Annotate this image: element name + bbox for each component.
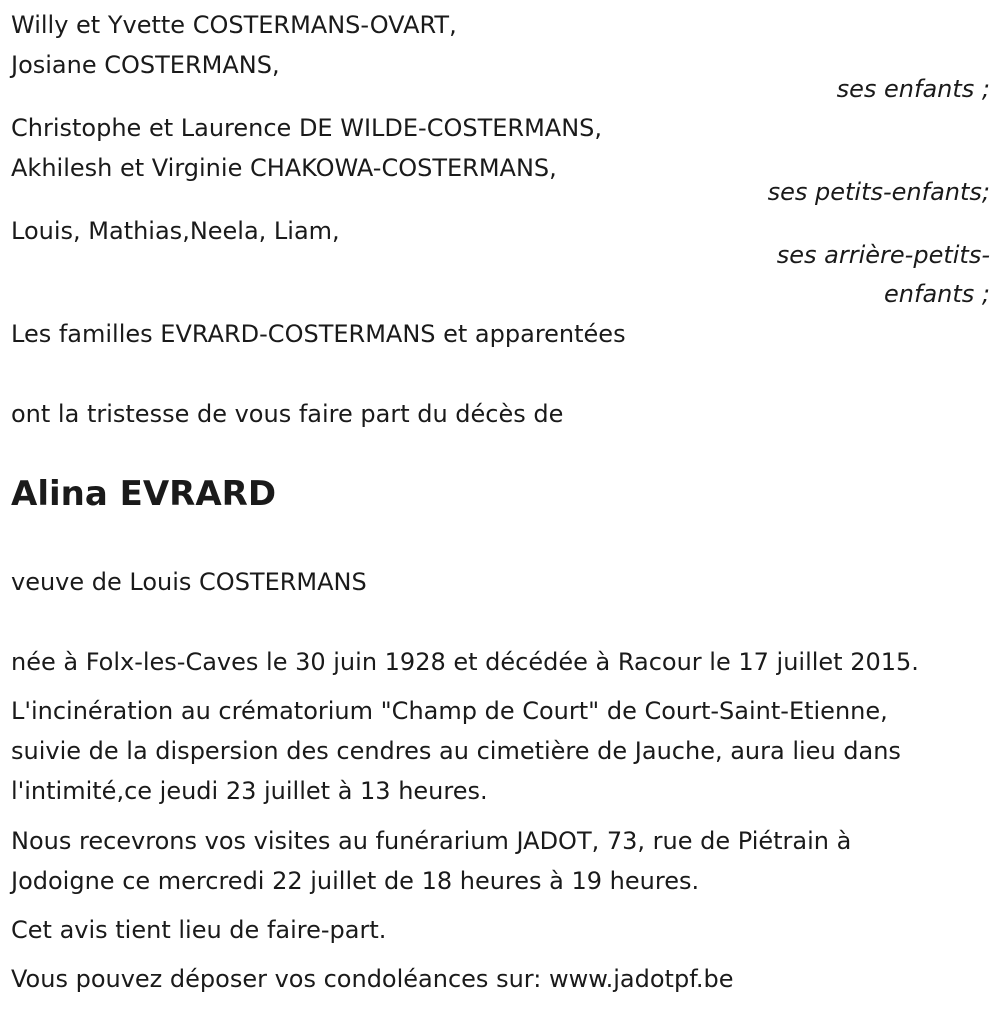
ceremony-line-2: suivie de la dispersion des cendres au cimetière de Jauche, aura lieu dans [11,737,901,765]
grandchildren-role: ses petits-enfants; [767,178,990,206]
visits-line-2: Jodoigne ce mercredi 22 juillet de 18 heures à 19 heures. [11,867,700,895]
deceased-name: Alina EVRARD [11,474,277,514]
birth-death-line: née à Folx-les-Caves le 30 juin 1928 et décédée à Racour le 17 juillet 2015. [11,648,919,676]
great-grandchildren-role-1: ses arrière-petits- [776,241,990,269]
grandchildren-line-2: Akhilesh et Virginie CHAKOWA-COSTERMANS, [11,154,557,182]
grandchildren-line-1: Christophe et Laurence DE WILDE-COSTERMANS, [11,114,603,142]
great-grandchildren-role-2: enfants ; [884,280,990,308]
great-grandchildren-line: Louis, Mathias,Neela, Liam, [11,217,340,245]
children-role: ses enfants ; [836,75,990,103]
families-line: Les familles EVRARD-COSTERMANS et apparentées [11,320,626,348]
visits-line-1: Nous recevrons vos visites au funérarium JADOT, 73, rue de Piétrain à [11,827,852,855]
condolences-line: Vous pouvez déposer vos condoléances sur: www.jadotpf.be [11,965,734,993]
children-line-2: Josiane COSTERMANS, [11,51,280,79]
ceremony-line-1: L'incinération au crématorium "Champ de Court" de Court-Saint-Etienne, [11,697,888,725]
ceremony-line-3: l'intimité,ce jeudi 23 juillet à 13 heures. [11,777,488,805]
announcement-line: ont la tristesse de vous faire part du décès de [11,400,564,428]
children-line-1: Willy et Yvette COSTERMANS-OVART, [11,11,457,39]
widow-of-line: veuve de Louis COSTERMANS [11,568,367,596]
notice-line: Cet avis tient lieu de faire-part. [11,916,387,944]
